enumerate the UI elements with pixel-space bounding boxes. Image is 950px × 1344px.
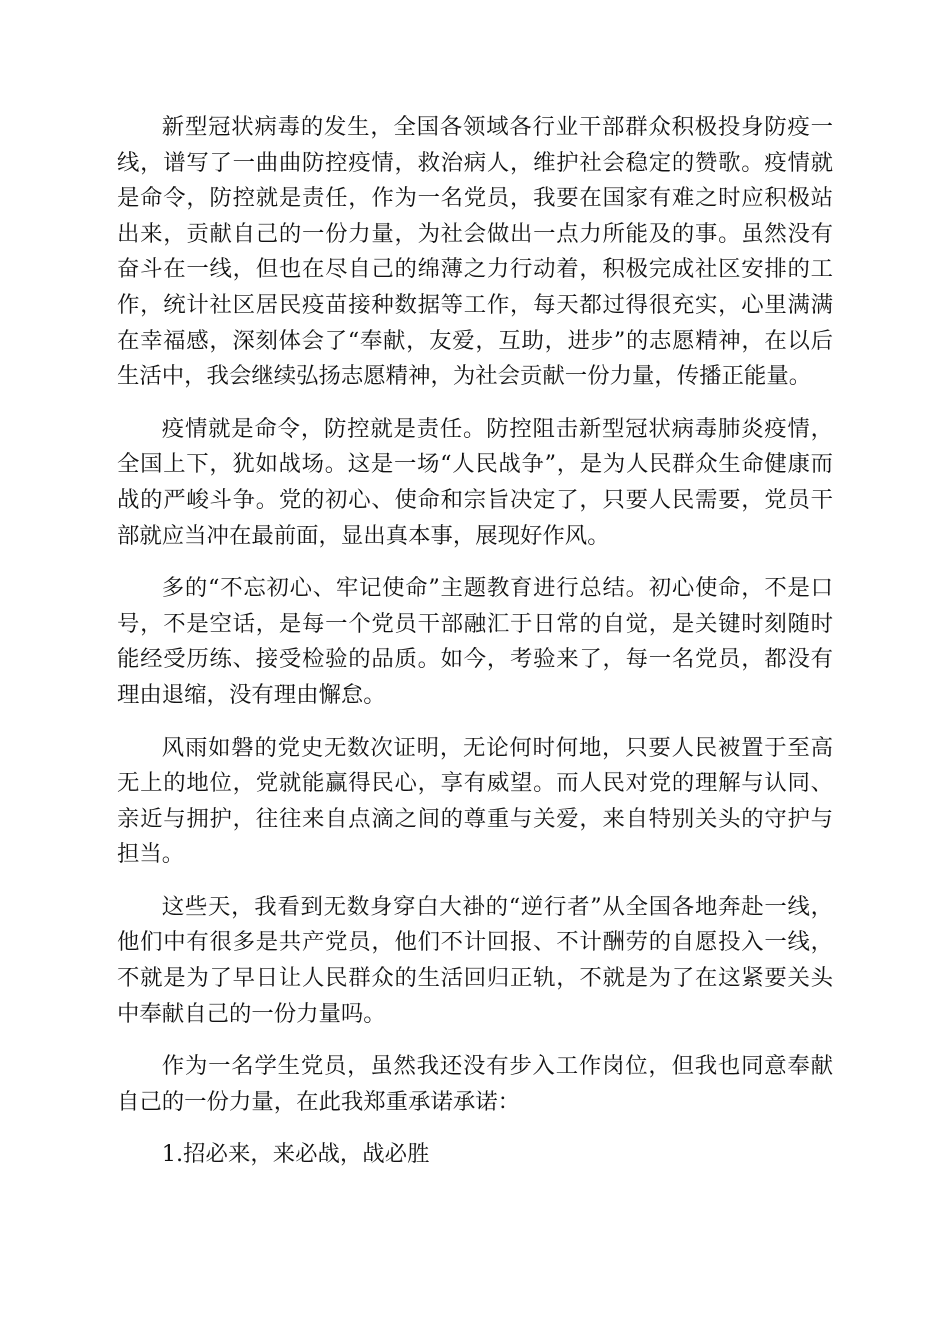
paragraph-1: 新型冠状病毒的发生，全国各领域各行业干部群众积极投身防疫一线，谱写了一曲曲防控疫情，救治病人，维护社会稳定的赞歌。疫情就是命令，防控就是责任，作为一名党员，我要在国家有难之时应积极站出来，贡献自己的一份力量，为社会做出一点力所能及的事。虽然没有奋斗在一线，但也在尽自己的绵薄之力行动着，积极完成社区安排的工作，统计社区居民疫苗接种数据等工作，每天都过得很充实，心里满满在幸福感，深刻体会了“奉献，友爱，互助，进步”的志愿精神，在以后生活中，我会继续弘扬志愿精神，为社会贡献一份力量，传播正能量。 [117,114,833,390]
paragraph-4: 风雨如磐的党史无数次证明，无论何时何地，只要人民被置于至高无上的地位，党就能赢得民心，享有威望。而人民对党的理解与认同、亲近与拥护，往往来自点滴之间的尊重与关爱，来自特别关头的守护与担当。 [117,734,833,868]
list-item-1: 1.招必来，来必战，战必胜 [161,1141,430,1168]
paragraph-3: 多的“不忘初心、牢记使命”主题教育进行总结。初心使命，不是口号，不是空话，是每一个党员干部融汇于日常的自觉，是关键时刻随时能经受历练、接受检验的品质。如今，考验来了，每一名党员，都没有理由退缩，没有理由懈怠。 [117,575,833,708]
document-body [117,110,833,1173]
paragraph-5: 这些天，我看到无数身穿白大褂的“逆行者”从全国各地奔赴一线，他们中有很多是共产党员，他们不计回报、不计酬劳的自愿投入一线，不就是为了早日让人民群众的生活回归正轨，不就是为了在这紧要关头中奉献自己的一份力量吗。 [117,893,833,1027]
paragraph-2: 疫情就是命令，防控就是责任。防控阻击新型冠状病毒肺炎疫情，全国上下，犹如战场。这是一场“人民战争”，是为人民群众生命健康而战的严峻斗争。党的初心、使命和宗旨决定了，只要人民需要，党员干部就应当冲在最前面，显出真本事，展现好作风。 [117,415,833,549]
paragraph-6: 作为一名学生党员，虽然我还没有步入工作岗位，但我也同意奉献自己的一份力量，在此我郑重承诺承诺： [117,1053,833,1115]
